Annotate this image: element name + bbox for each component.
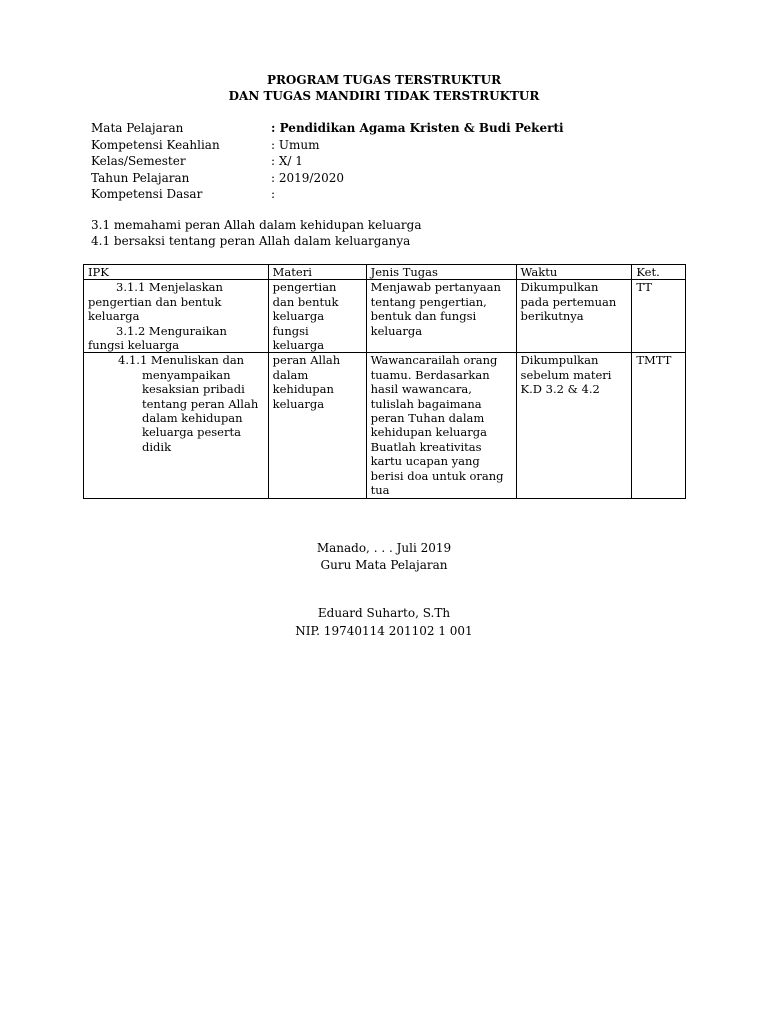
cell-waktu: Dikumpulkan pada pertemuan berikutnya (516, 280, 632, 353)
ipk-item: 3.1.2 Menguraikan fungsi keluarga (88, 323, 227, 353)
info-value: : 2019/2020 (271, 170, 344, 185)
kd-item: 4.1 bersaksi tentang peran Allah dalam keluarganya (91, 234, 411, 248)
task-table (83, 264, 686, 499)
header-jenis-tugas: Jenis Tugas (366, 265, 516, 280)
kd-item: 3.1 memahami peran Allah dalam kehidupan keluarga (91, 218, 422, 232)
info-label: Kompetensi Keahlian (91, 137, 220, 152)
info-value: : Umum (271, 137, 320, 152)
ipk-item: 3.1.1 Menjelaskan pengertian dan bentuk keluarga (88, 280, 223, 324)
cell-materi: pengertian dan bentuk keluarga fungsi keluarga (268, 280, 366, 353)
info-label: Kelas/Semester (91, 154, 186, 169)
signature-place-date: Manado, . . . Juli 2019 (316, 541, 452, 555)
cell-ipk (84, 353, 269, 498)
info-value: : Pendidikan Agama Kristen & Budi Pekerti (271, 121, 564, 135)
header-waktu: Waktu (516, 265, 632, 280)
table-header-row (84, 265, 686, 280)
header-materi: Materi (268, 265, 366, 280)
header-ipk: IPK (84, 265, 269, 280)
table-row (84, 280, 686, 353)
cell-jenis-tugas: Wawancarailah orang tuamu. Berdasarkan hasil wawancara, tulislah bagaimana peran Tuhan dalam kehidupan keluarga Buatlah kreativitas kartu ucapan yang berisi doa untuk orang tua (366, 353, 516, 498)
cell-jenis-tugas: Menjawab pertanyaan tentang pengertian, bentuk dan fungsi keluarga (366, 280, 516, 353)
document-title-line2: DAN TUGAS MANDIRI TIDAK TERSTRUKTUR (228, 89, 540, 103)
document-title-line1: PROGRAM TUGAS TERSTRUKTUR (266, 73, 502, 87)
table-row (84, 353, 686, 498)
cell-ipk (84, 280, 269, 353)
info-label: Kompetensi Dasar (91, 187, 203, 202)
signature-nip: NIP. 19740114 201102 1 001 (295, 624, 473, 638)
info-value: : (271, 187, 276, 202)
cell-waktu: Dikumpulkan sebelum materi K.D 3.2 & 4.2 (516, 353, 632, 498)
signature-role: Guru Mata Pelajaran (320, 558, 448, 572)
info-label: Tahun Pelajaran (91, 170, 190, 185)
ipk-item: 4.1.1 Menuliskan dan menyampaikan kesaksian pribadi tentang peran Allah dalam kehidupan keluarga peserta didik (118, 353, 259, 454)
cell-materi: peran Allah dalam kehidupan keluarga (268, 353, 366, 498)
info-value: : X/ 1 (271, 154, 303, 169)
cell-ket: TMTT (632, 353, 686, 498)
signature-name: Eduard Suharto, S.Th (317, 606, 451, 620)
info-label: Mata Pelajaran (91, 121, 184, 135)
header-ket: Ket. (632, 265, 686, 280)
basic-competency-list (91, 218, 422, 250)
cell-ket: TT (632, 280, 686, 353)
